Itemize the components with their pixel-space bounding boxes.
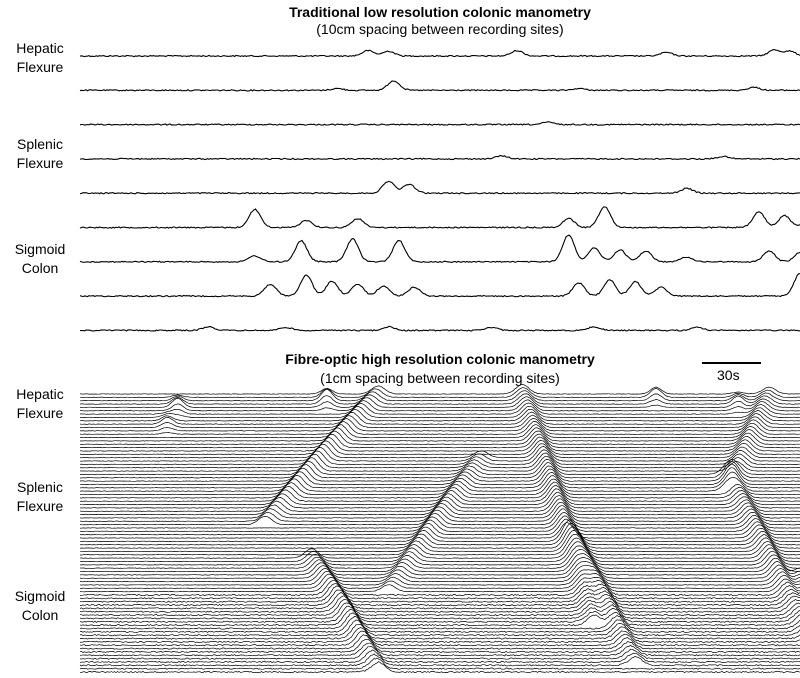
high-res-trace-84	[80, 662, 800, 673]
high-res-label-sigmoid-line2: Colon	[21, 607, 59, 623]
low-res-label-hepatic-line1: Hepatic	[16, 40, 64, 56]
low-res-trace-1	[80, 50, 800, 57]
high-res-trace-21	[80, 446, 800, 461]
low-res-trace-2	[80, 81, 800, 91]
high-res-subtitle: (1cm spacing between recording sites)	[320, 370, 560, 386]
high-res-label-sigmoid-line1: Sigmoid	[14, 588, 66, 604]
high-res-trace-8	[80, 406, 800, 418]
high-res-trace-66	[80, 596, 800, 613]
low-res-label-splenic-line1: Splenic	[17, 136, 63, 152]
high-res-trace-83	[80, 658, 800, 669]
high-res-trace-45	[80, 520, 800, 542]
low-res-trace-8	[80, 274, 800, 297]
high-res-trace-23	[80, 453, 800, 468]
low-res-trace-5	[80, 181, 800, 194]
high-res-label-splenic-line2: Flexure	[16, 498, 64, 514]
high-res-label-hepatic-line1: Hepatic	[16, 386, 64, 402]
high-res-trace-14	[80, 425, 800, 438]
high-res-trace-30	[80, 476, 800, 492]
high-res-trace-7	[80, 403, 800, 414]
high-res-trace-27	[80, 464, 800, 481]
low-res-trace-4	[80, 156, 800, 160]
low-res-subtitle: (10cm spacing between recording sites)	[316, 21, 564, 37]
low-res-label-sigmoid-line1: Sigmoid	[14, 241, 66, 257]
high-res-label-hepatic-line2: Flexure	[16, 405, 64, 421]
low-res-trace-3	[80, 122, 800, 126]
low-res-trace-7	[80, 235, 800, 262]
high-res-trace-6	[80, 400, 800, 411]
high-res-title: Fibre-optic high resolution colonic manometry	[285, 351, 595, 367]
high-res-trace-1	[80, 384, 800, 394]
high-res-trace-5	[80, 397, 800, 408]
high-res-trace-28	[80, 468, 800, 485]
low-res-label-splenic-line2: Flexure	[16, 155, 64, 171]
low-res-label-sigmoid-line2: Colon	[21, 260, 59, 276]
low-res-trace-6	[80, 207, 800, 228]
high-res-trace-3	[80, 389, 800, 401]
low-res-title: Traditional low resolution colonic manometry	[289, 4, 591, 20]
high-res-trace-55	[80, 558, 800, 576]
low-res-traces	[80, 50, 800, 331]
high-res-label-splenic-line1: Splenic	[17, 479, 63, 495]
high-res-trace-54	[80, 554, 800, 572]
high-res-trace-4	[80, 394, 800, 404]
high-res-trace-53	[80, 549, 800, 568]
high-res-trace-2	[80, 388, 800, 398]
high-res-trace-25	[80, 459, 800, 474]
high-res-traces	[80, 384, 800, 672]
scale-bar-label: 30s	[717, 367, 740, 383]
low-res-label-hepatic-line2: Flexure	[16, 59, 64, 75]
high-res-trace-56	[80, 562, 800, 579]
high-res-trace-52	[80, 546, 800, 565]
low-res-trace-9	[80, 326, 800, 331]
